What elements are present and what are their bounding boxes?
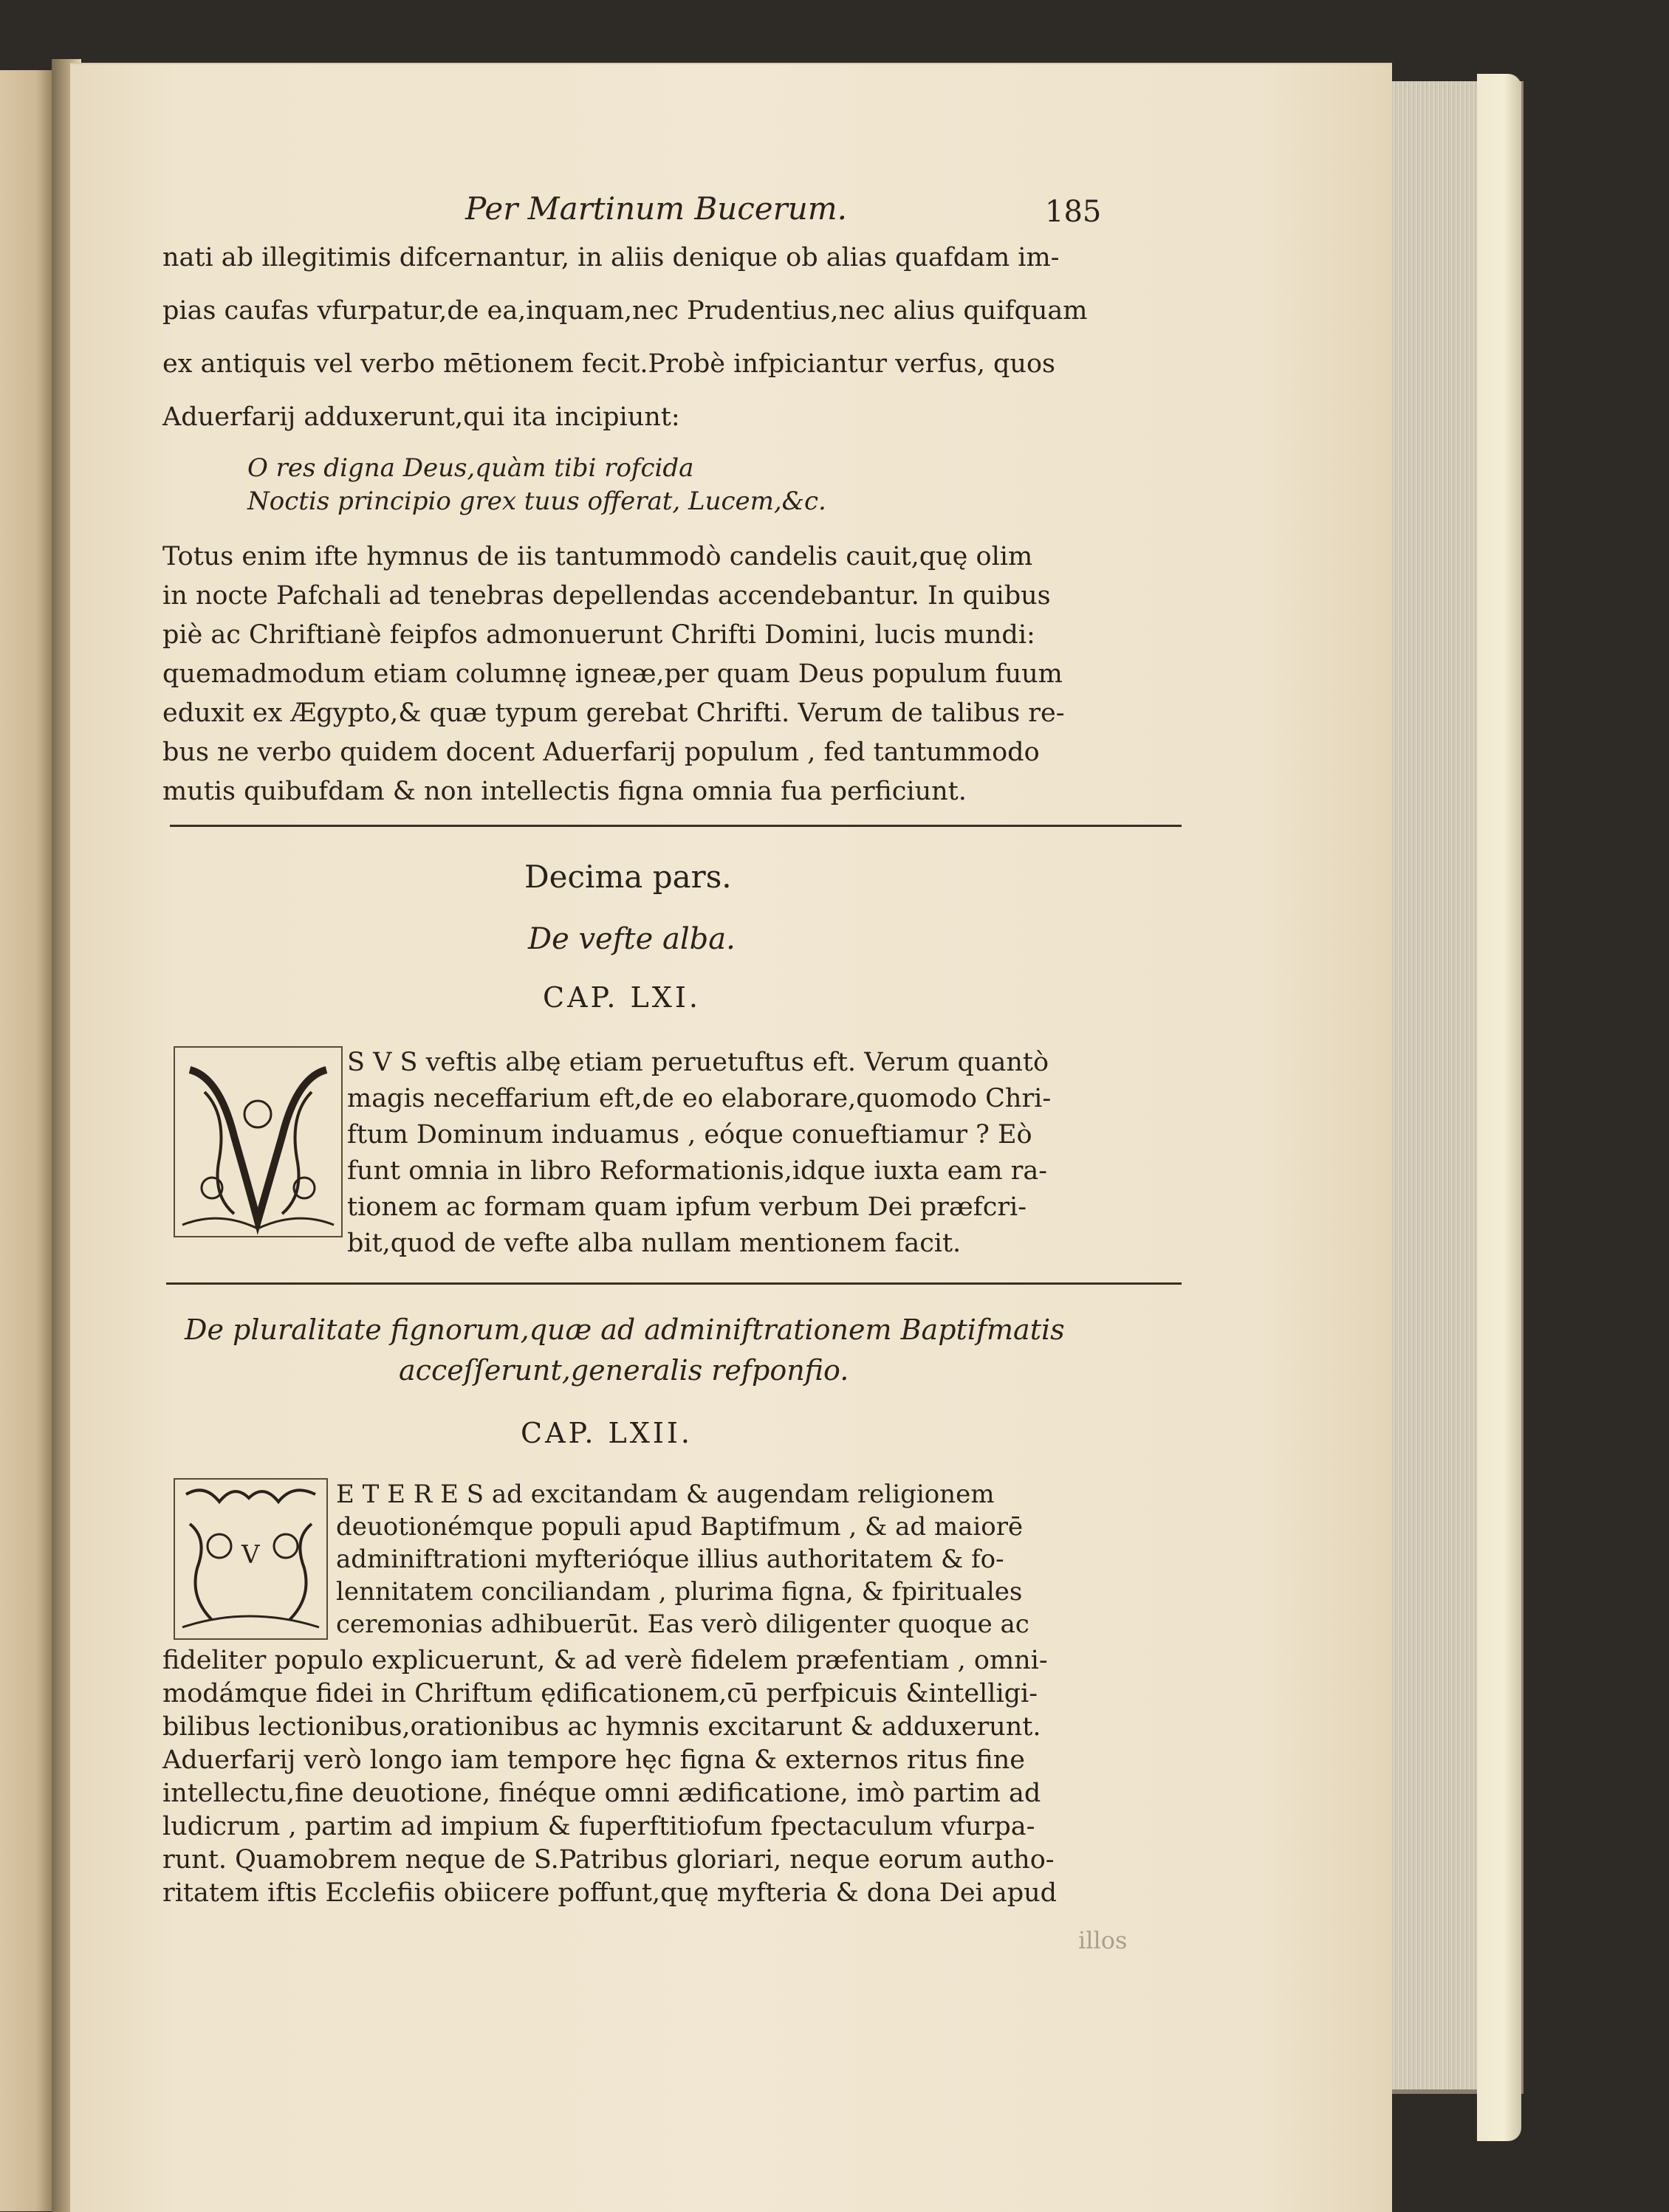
text-line: mutis quibufdam & non intellectis figna omnia fua perficiunt. — [162, 777, 967, 806]
part-subtitle: De vefte alba. — [528, 922, 736, 956]
text-line: Aduerfarij adduxerunt,qui ita incipiunt: — [162, 402, 680, 432]
text-line: ritatem iftis Ecclefiis obiicere poffunt,quę myfteria & dona Dei apud — [162, 1878, 1058, 1908]
text-line: modámque fidei in Chriftum ędificationem,cū perfpicuis &intelligi- — [162, 1679, 1038, 1708]
text-line: nati ab illegitimis difcernantur, in aliis denique ob alias quafdam im- — [162, 243, 1060, 272]
text-line: runt. Quamobrem neque de S.Patribus gloriari, neque eorum autho- — [162, 1845, 1055, 1875]
text-line: ceremonias adhibuerūt. Eas verò diligenter quoque ac — [336, 1610, 1029, 1639]
text-line: intellectu,fine deuotione, finéque omni ædificatione, imò partim ad — [162, 1779, 1041, 1808]
text-line: adminiftrationi myfterióque illius authoritatem & fo- — [336, 1545, 1004, 1574]
text-line: deuotionémque populi apud Baptifmum , & ad maiorē — [336, 1512, 1024, 1542]
text-line: Totus enim ifte hymnus de iis tantummodò candelis cauit,quę olim — [162, 542, 1033, 571]
section-rule-2 — [166, 1282, 1182, 1285]
text-line: piè ac Chriftianè feipfos admonuerunt Chrifti Domini, lucis mundi: — [162, 620, 1035, 650]
text-line: in nocte Pafchali ad tenebras depellendas accendebantur. In quibus — [162, 581, 1051, 611]
text-line: magis neceffarium eft,de eo elaborare,quomodo Chri- — [347, 1084, 1052, 1113]
chapter-heading-62: CAP. LXII. — [521, 1417, 693, 1449]
text-line: ftum Dominum induamus , eóque conueftiamur ? Eò — [347, 1120, 1032, 1150]
text-line: Aduerfarij verò longo iam tempore hęc figna & externos ritus fine — [162, 1745, 1026, 1775]
text-line: bit,quod de vefte alba nullam mentionem facit. — [347, 1229, 962, 1258]
text-line: ludicrum , partim ad impium & fuperftitiofum fpectaculum vfurpa- — [162, 1812, 1035, 1841]
decorated-initial-v — [174, 1046, 343, 1237]
text-line: bilibus lectionibus,orationibus ac hymnis excitarunt & adduxerunt. — [162, 1712, 1041, 1742]
text-line: ex antiquis vel verbo mētionem fecit.Probè infpiciantur verfus, quos — [162, 349, 1056, 379]
text-line: S V S veftis albę etiam peruetuftus eft. Verum quantò — [347, 1048, 1049, 1077]
initial-letter-2: V — [241, 1540, 260, 1570]
cover-edge — [1477, 74, 1521, 2141]
verse-line-1: O res digna Deus,quàm tibi rofcida — [247, 453, 694, 483]
text-line: bus ne verbo quidem docent Aduerfarij populum , fed tantummodo — [162, 738, 1040, 767]
running-title: Per Martinum Bucerum. — [465, 190, 847, 227]
text-line: E T E R E S ad excitandam & augendam religionem — [336, 1480, 995, 1509]
section3-title-line1: De pluralitate fignorum,quæ ad adminiftrationem Baptifmatis — [185, 1313, 1065, 1346]
page-number: 185 — [1045, 195, 1102, 229]
section-rule — [170, 825, 1182, 827]
text-line: pias caufas vfurpatur,de ea,inquam,nec Prudentius,nec alius quifquam — [162, 296, 1088, 326]
text-line: fideliter populo explicuerunt, & ad verè fidelem præfentiam , omni- — [162, 1646, 1048, 1675]
text-line: lennitatem conciliandam , plurima figna, & fpirituales — [336, 1577, 1023, 1607]
book-page — [70, 63, 1392, 2212]
part-title: Decima pars. — [524, 859, 732, 895]
text-line: eduxit ex Ægypto,& quæ typum gerebat Chrifti. Verum de talibus re- — [162, 698, 1065, 728]
text-line: funt omnia in libro Reformationis,idque iuxta eam ra- — [347, 1156, 1048, 1186]
left-page-edge — [0, 70, 52, 2211]
section3-title-line2: acceſſerunt,generalis refponfio. — [399, 1354, 849, 1387]
chapter-heading-61: CAP. LXI. — [543, 981, 701, 1014]
decorated-initial-v-2 — [174, 1478, 328, 1640]
catchword: illos — [1078, 1926, 1128, 1954]
initial-ornament-icon — [175, 1048, 341, 1236]
text-line: quemadmodum etiam columnę igneæ,per quam Deus populum fuum — [162, 659, 1063, 689]
verse-line-2: Noctis principio grex tuus offerat, Lucem,&c. — [247, 487, 826, 516]
text-line: tionem ac formam quam ipfum verbum Dei præfcri- — [347, 1192, 1027, 1222]
